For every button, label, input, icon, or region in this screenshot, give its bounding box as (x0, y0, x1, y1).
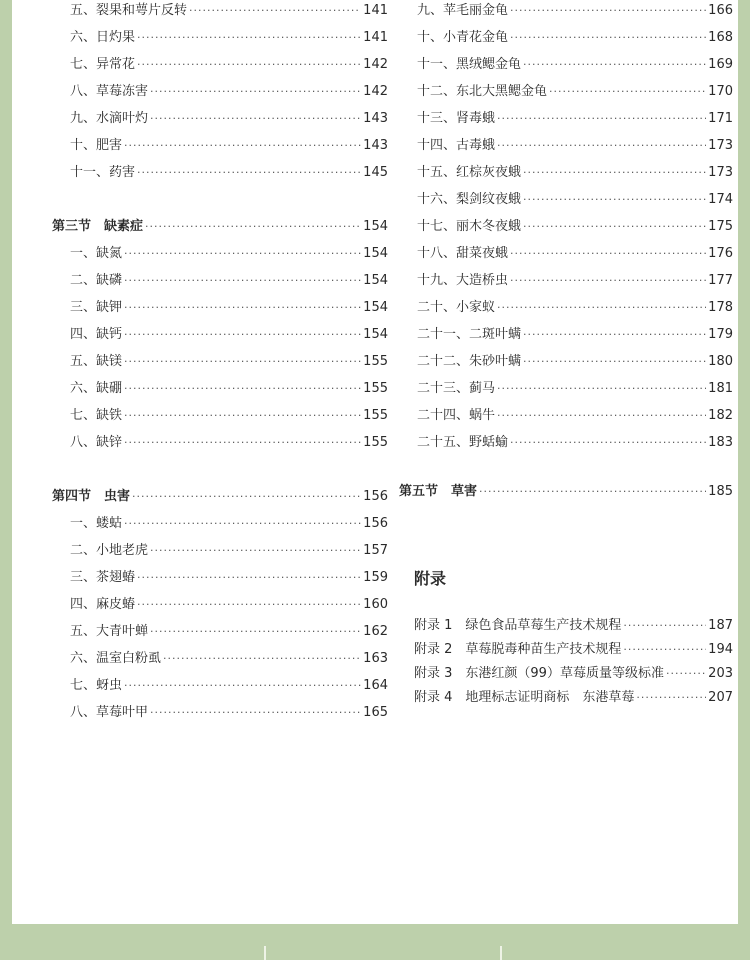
leader-dots (124, 349, 361, 375)
toc-section-heading: 第四节 虫害 ····· 156 (52, 484, 388, 510)
leader-dots (510, 241, 706, 267)
toc-entry: 四、麻皮蝽 ····· 160 (52, 592, 388, 618)
toc-entry: 十一、黑绒鳃金龟 ····· 169 (399, 52, 733, 78)
leader-dots (510, 268, 706, 294)
leader-dots (150, 79, 361, 105)
toc-entry: 二、小地老虎 ····· 157 (52, 538, 388, 564)
toc-entry: 五、缺镁 ····· 155 (52, 349, 388, 375)
leader-dots (132, 484, 361, 510)
toc-entry: 二十、小家蚁 ····· 178 (399, 295, 733, 321)
toc-entry: 三、茶翅蝽 ····· 159 (52, 565, 388, 591)
leader-dots (150, 619, 361, 645)
toc-entry: 十六、梨剑纹夜蛾 ····· 174 (399, 187, 733, 213)
decorative-mark (264, 946, 266, 960)
leader-dots (497, 295, 706, 321)
toc-entry: 六、日灼果 ····· 141 (52, 25, 388, 51)
toc-entry: 四、缺钙 ····· 154 (52, 322, 388, 348)
leader-dots (636, 685, 706, 711)
appendix-entry: 附录 3 东港红颜（99）草莓质量等级标准 ····· 203 (399, 661, 733, 687)
appendix-entry: 附录 1 绿色食品草莓生产技术规程 ····· 187 (399, 613, 733, 639)
toc-entry: 九、苹毛丽金龟 ····· 166 (399, 0, 733, 24)
leader-dots (497, 106, 706, 132)
toc-page (12, 0, 738, 924)
toc-entry: 三、缺钾 ····· 154 (52, 295, 388, 321)
leader-dots (137, 592, 361, 618)
toc-entry: 九、水滴叶灼 ····· 143 (52, 106, 388, 132)
toc-entry: 五、裂果和萼片反转 ····· 141 (52, 0, 388, 24)
leader-dots (150, 700, 361, 726)
leader-dots (549, 79, 706, 105)
toc-entry: 十五、红棕灰夜蛾 ····· 173 (399, 160, 733, 186)
leader-dots (124, 376, 361, 402)
toc-section-heading: 第三节 缺素症 ····· 154 (52, 214, 388, 240)
leader-dots (124, 268, 361, 294)
toc-entry: 十七、丽木冬夜蛾 ····· 175 (399, 214, 733, 240)
toc-entry: 十一、药害 ····· 145 (52, 160, 388, 186)
toc-entry: 二十三、蓟马 ····· 181 (399, 376, 733, 402)
leader-dots (150, 538, 361, 564)
leader-dots (523, 160, 706, 186)
appendix-heading: 附录 (414, 569, 447, 588)
leader-dots (145, 214, 361, 240)
toc-entry: 十二、东北大黑鳃金龟 ····· 170 (399, 79, 733, 105)
toc-entry: 二十二、朱砂叶螨 ····· 180 (399, 349, 733, 375)
leader-dots (510, 430, 706, 456)
toc-entry: 八、草莓冻害 ····· 142 (52, 79, 388, 105)
toc-entry: 二、缺磷 ····· 154 (52, 268, 388, 294)
toc-entry: 七、蚜虫 ····· 164 (52, 673, 388, 699)
leader-dots (124, 295, 361, 321)
leader-dots (523, 52, 706, 78)
toc-entry: 七、缺铁 ····· 155 (52, 403, 388, 429)
toc-entry: 一、蝼蛄 ····· 156 (52, 511, 388, 537)
toc-entry: 十四、古毒蛾 ····· 173 (399, 133, 733, 159)
leader-dots (137, 565, 361, 591)
toc-entry: 一、缺氮 ····· 154 (52, 241, 388, 267)
appendix-entry: 附录 4 地理标志证明商标 东港草莓 ····· 207 (399, 685, 733, 711)
leader-dots (623, 637, 706, 663)
toc-entry: 六、缺硼 ····· 155 (52, 376, 388, 402)
leader-dots (479, 479, 706, 505)
leader-dots (124, 430, 361, 456)
appendix-entry: 附录 2 草莓脱毒种苗生产技术规程 ····· 194 (399, 637, 733, 663)
toc-entry: 二十五、野蛞蝓 ····· 183 (399, 430, 733, 456)
toc-entry: 六、温室白粉虱 ····· 163 (52, 646, 388, 672)
toc-entry: 五、大青叶蝉 ····· 162 (52, 619, 388, 645)
toc-entry: 八、缺锌 ····· 155 (52, 430, 388, 456)
leader-dots (510, 25, 706, 51)
leader-dots (163, 646, 361, 672)
leader-dots (124, 133, 361, 159)
leader-dots (124, 241, 361, 267)
leader-dots (497, 376, 706, 402)
toc-entry: 二十一、二斑叶螨 ····· 179 (399, 322, 733, 348)
toc-section-heading: 第五节 草害 ····· 185 (399, 479, 733, 505)
toc-entry: 七、异常花 ····· 142 (52, 52, 388, 78)
toc-entry: 十三、肾毒蛾 ····· 171 (399, 106, 733, 132)
leader-dots (623, 613, 706, 639)
toc-entry: 十八、甜菜夜蛾 ····· 176 (399, 241, 733, 267)
leader-dots (523, 349, 706, 375)
leader-dots (124, 511, 361, 537)
leader-dots (523, 214, 706, 240)
decorative-mark (500, 946, 502, 960)
leader-dots (497, 133, 706, 159)
toc-entry: 十九、大造桥虫 ····· 177 (399, 268, 733, 294)
leader-dots (137, 52, 361, 78)
leader-dots (137, 160, 361, 186)
leader-dots (497, 403, 706, 429)
leader-dots (523, 322, 706, 348)
leader-dots (150, 106, 361, 132)
toc-entry: 十、小青花金龟 ····· 168 (399, 25, 733, 51)
leader-dots (510, 0, 706, 24)
leader-dots (124, 673, 361, 699)
leader-dots (666, 661, 706, 687)
toc-entry: 十、肥害 ····· 143 (52, 133, 388, 159)
leader-dots (523, 187, 706, 213)
leader-dots (137, 25, 361, 51)
leader-dots (124, 322, 361, 348)
toc-entry: 二十四、蜗牛 ····· 182 (399, 403, 733, 429)
toc-entry: 八、草莓叶甲 ····· 165 (52, 700, 388, 726)
leader-dots (189, 0, 361, 24)
leader-dots (124, 403, 361, 429)
